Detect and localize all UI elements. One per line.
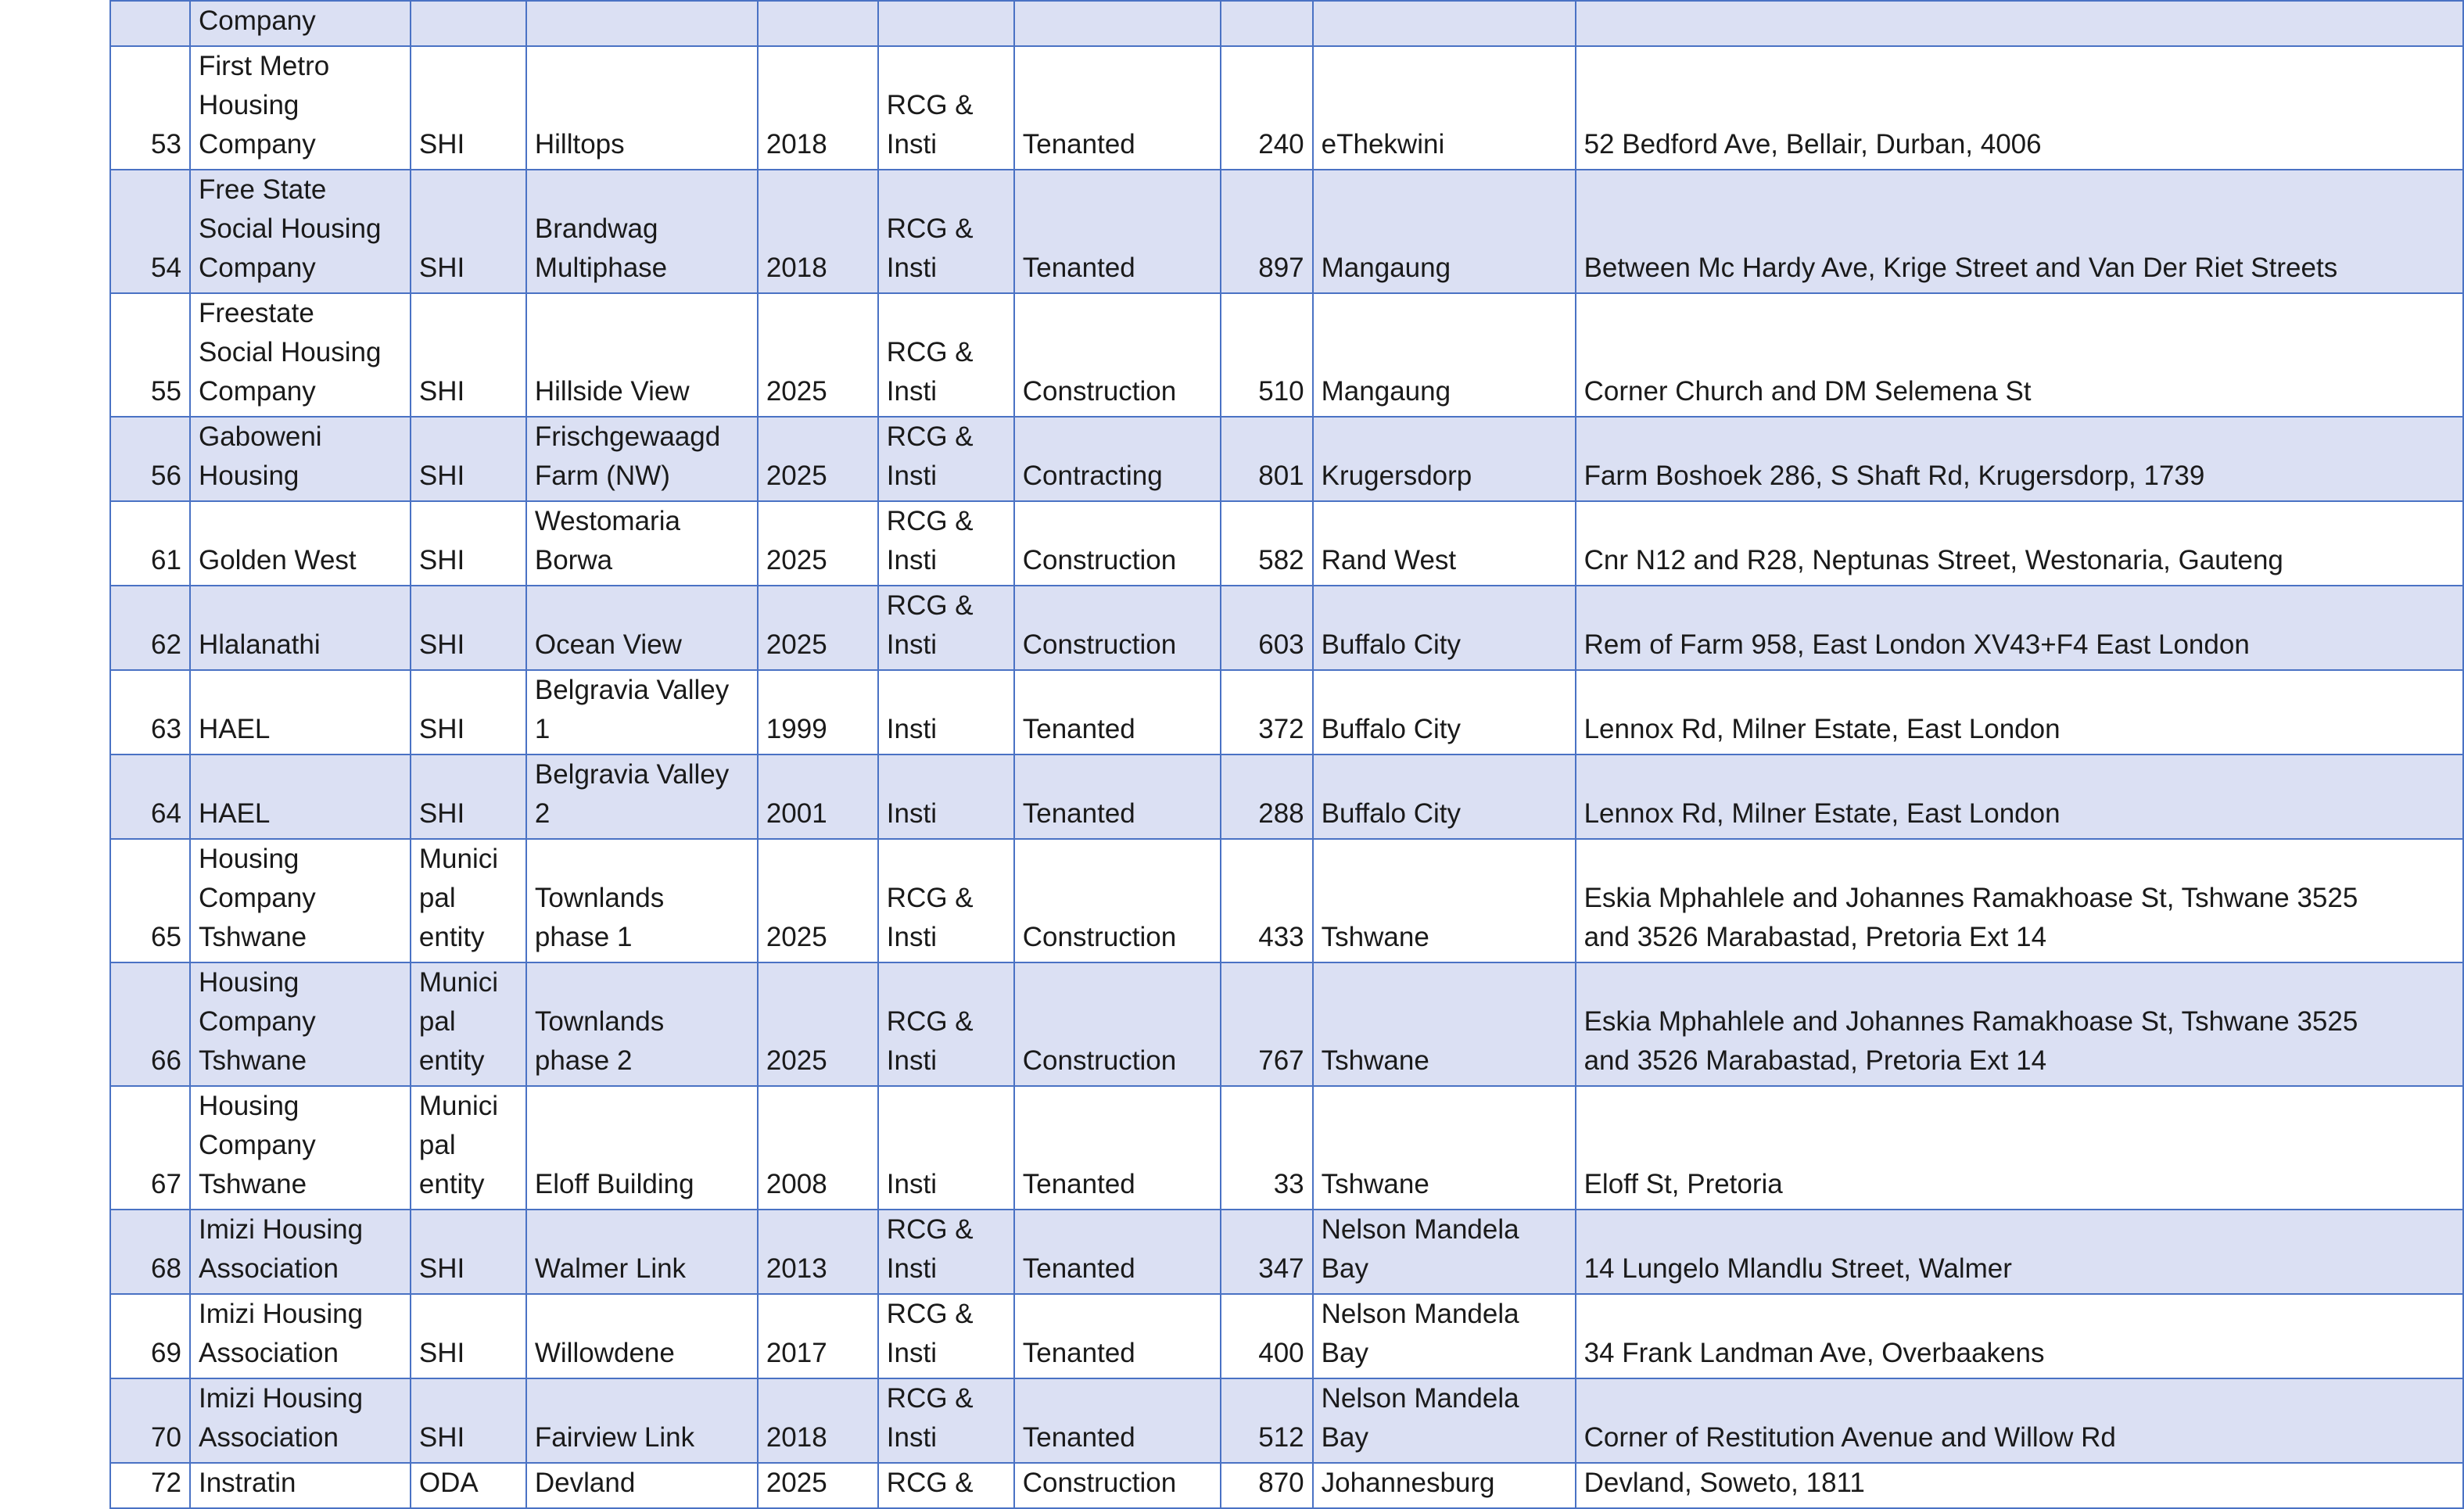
address-cell: 34 Frank Landman Ave, Overbaakens	[1576, 1294, 2463, 1378]
row-number-cell: 56	[110, 417, 190, 501]
row-number-cell: 68	[110, 1210, 190, 1294]
project-name-cell: Eloff Building	[526, 1086, 758, 1210]
municipality-cell: Krugersdorp	[1313, 417, 1576, 501]
address-cell: Eskia Mphahlele and Johannes Ramakhoase St, Tshwane 3525 and 3526 Marabastad, Pretoria Ext 14	[1576, 839, 2463, 962]
organisation-cell: First Metro Housing Company	[190, 46, 411, 170]
funding-cell: Insti	[878, 754, 1014, 839]
municipality-cell: eThekwini	[1313, 46, 1576, 170]
units-cell: 767	[1221, 962, 1313, 1086]
year-cell: 2025	[758, 962, 878, 1086]
year-cell: 2001	[758, 754, 878, 839]
project-name-cell	[526, 1, 758, 46]
project-name-cell: Townlands phase 1	[526, 839, 758, 962]
funding-cell: RCG & Insti	[878, 1210, 1014, 1294]
project-name-cell: Hilltops	[526, 46, 758, 170]
row-number-cell: 72	[110, 1463, 190, 1508]
status-cell: Contracting	[1014, 417, 1221, 501]
funding-cell: RCG & Insti	[878, 293, 1014, 417]
project-name-cell: Hillside View	[526, 293, 758, 417]
row-number-cell: 67	[110, 1086, 190, 1210]
year-cell: 2017	[758, 1294, 878, 1378]
table-row	[110, 1, 2463, 46]
funding-cell: RCG & Insti	[878, 586, 1014, 670]
entity-type-cell: SHI	[411, 670, 526, 754]
units-cell: 870	[1221, 1463, 1313, 1508]
funding-cell: RCG & Insti	[878, 417, 1014, 501]
status-cell: Construction	[1014, 1463, 1221, 1508]
table-body	[110, 1, 2463, 1508]
table-row	[110, 754, 2463, 839]
year-cell	[758, 1, 878, 46]
table-row	[110, 670, 2463, 754]
organisation-cell: Housing Company Tshwane	[190, 1086, 411, 1210]
project-name-cell: Belgravia Valley 1	[526, 670, 758, 754]
row-number-cell: 53	[110, 46, 190, 170]
units-cell: 510	[1221, 293, 1313, 417]
municipality-cell: Tshwane	[1313, 839, 1576, 962]
address-cell: Between Mc Hardy Ave, Krige Street and Van Der Riet Streets	[1576, 170, 2463, 293]
organisation-cell: Free State Social Housing Company	[190, 170, 411, 293]
table-row	[110, 962, 2463, 1086]
table-row	[110, 293, 2463, 417]
project-name-cell: Willowdene	[526, 1294, 758, 1378]
row-number-cell: 63	[110, 670, 190, 754]
project-name-cell: Belgravia Valley 2	[526, 754, 758, 839]
organisation-cell: Company	[190, 1, 411, 46]
municipality-cell: Buffalo City	[1313, 754, 1576, 839]
municipality-cell: Nelson Mandela Bay	[1313, 1210, 1576, 1294]
funding-cell: RCG & Insti	[878, 1378, 1014, 1463]
table-row	[110, 1294, 2463, 1378]
table-row	[110, 46, 2463, 170]
address-cell: 52 Bedford Ave, Bellair, Durban, 4006	[1576, 46, 2463, 170]
entity-type-cell: SHI	[411, 46, 526, 170]
table-row	[110, 1086, 2463, 1210]
year-cell: 2013	[758, 1210, 878, 1294]
table-row	[110, 1210, 2463, 1294]
project-name-cell: Fairview Link	[526, 1378, 758, 1463]
project-name-cell: Frischgewaagd Farm (NW)	[526, 417, 758, 501]
status-cell: Tenanted	[1014, 170, 1221, 293]
units-cell: 288	[1221, 754, 1313, 839]
project-name-cell: Ocean View	[526, 586, 758, 670]
units-cell: 512	[1221, 1378, 1313, 1463]
organisation-cell: Housing Company Tshwane	[190, 839, 411, 962]
units-cell: 33	[1221, 1086, 1313, 1210]
address-cell: Rem of Farm 958, East London XV43+F4 East London	[1576, 586, 2463, 670]
entity-type-cell: SHI	[411, 417, 526, 501]
units-cell: 603	[1221, 586, 1313, 670]
row-number-cell: 54	[110, 170, 190, 293]
row-number-cell: 69	[110, 1294, 190, 1378]
entity-type-cell: Munici pal entity	[411, 962, 526, 1086]
entity-type-cell: SHI	[411, 1210, 526, 1294]
entity-type-cell: Munici pal entity	[411, 839, 526, 962]
organisation-cell: Housing Company Tshwane	[190, 962, 411, 1086]
address-cell: Eloff St, Pretoria	[1576, 1086, 2463, 1210]
table-row	[110, 501, 2463, 586]
row-number-cell: 62	[110, 586, 190, 670]
table-row	[110, 170, 2463, 293]
status-cell: Construction	[1014, 293, 1221, 417]
municipality-cell: Buffalo City	[1313, 586, 1576, 670]
address-cell: Cnr N12 and R28, Neptunas Street, Westonaria, Gauteng	[1576, 501, 2463, 586]
status-cell	[1014, 1, 1221, 46]
row-number-cell: 61	[110, 501, 190, 586]
organisation-cell: Gaboweni Housing	[190, 417, 411, 501]
municipality-cell: Mangaung	[1313, 293, 1576, 417]
units-cell: 897	[1221, 170, 1313, 293]
organisation-cell: Imizi Housing Association	[190, 1294, 411, 1378]
year-cell: 2025	[758, 1463, 878, 1508]
row-number-cell: 55	[110, 293, 190, 417]
funding-cell: RCG & Insti	[878, 170, 1014, 293]
year-cell: 2018	[758, 46, 878, 170]
units-cell: 347	[1221, 1210, 1313, 1294]
status-cell: Tenanted	[1014, 1086, 1221, 1210]
entity-type-cell: Munici pal entity	[411, 1086, 526, 1210]
municipality-cell: Buffalo City	[1313, 670, 1576, 754]
address-cell: Corner of Restitution Avenue and Willow Rd	[1576, 1378, 2463, 1463]
entity-type-cell: SHI	[411, 170, 526, 293]
units-cell: 372	[1221, 670, 1313, 754]
table-row	[110, 1463, 2463, 1508]
funding-cell: RCG & Insti	[878, 962, 1014, 1086]
municipality-cell: Rand West	[1313, 501, 1576, 586]
status-cell: Tenanted	[1014, 1294, 1221, 1378]
table-row	[110, 417, 2463, 501]
year-cell: 2025	[758, 839, 878, 962]
funding-cell	[878, 1, 1014, 46]
municipality-cell: Nelson Mandela Bay	[1313, 1294, 1576, 1378]
table-row	[110, 839, 2463, 962]
project-name-cell: Walmer Link	[526, 1210, 758, 1294]
status-cell: Construction	[1014, 501, 1221, 586]
units-cell: 400	[1221, 1294, 1313, 1378]
year-cell: 1999	[758, 670, 878, 754]
status-cell: Construction	[1014, 839, 1221, 962]
status-cell: Construction	[1014, 586, 1221, 670]
municipality-cell: Nelson Mandela Bay	[1313, 1378, 1576, 1463]
entity-type-cell: SHI	[411, 1294, 526, 1378]
year-cell: 2025	[758, 417, 878, 501]
row-number-cell: 66	[110, 962, 190, 1086]
address-cell: Lennox Rd, Milner Estate, East London	[1576, 754, 2463, 839]
organisation-cell: Imizi Housing Association	[190, 1210, 411, 1294]
row-number-cell: 70	[110, 1378, 190, 1463]
units-cell	[1221, 1, 1313, 46]
status-cell: Tenanted	[1014, 46, 1221, 170]
entity-type-cell: ODA	[411, 1463, 526, 1508]
row-number-cell: 64	[110, 754, 190, 839]
entity-type-cell: SHI	[411, 586, 526, 670]
municipality-cell: Tshwane	[1313, 962, 1576, 1086]
entity-type-cell: SHI	[411, 293, 526, 417]
organisation-cell: Imizi Housing Association	[190, 1378, 411, 1463]
organisation-cell: HAEL	[190, 754, 411, 839]
row-number-cell	[110, 1, 190, 46]
funding-cell: RCG & Insti	[878, 46, 1014, 170]
municipality-cell: Tshwane	[1313, 1086, 1576, 1210]
funding-cell: Insti	[878, 1086, 1014, 1210]
address-cell: 14 Lungelo Mlandlu Street, Walmer	[1576, 1210, 2463, 1294]
year-cell: 2025	[758, 501, 878, 586]
row-number-cell: 65	[110, 839, 190, 962]
funding-cell: Insti	[878, 670, 1014, 754]
project-name-cell: Westomaria Borwa	[526, 501, 758, 586]
municipality-cell	[1313, 1, 1576, 46]
status-cell: Tenanted	[1014, 754, 1221, 839]
status-cell: Tenanted	[1014, 670, 1221, 754]
funding-cell: RCG &	[878, 1463, 1014, 1508]
organisation-cell: Freestate Social Housing Company	[190, 293, 411, 417]
organisation-cell: HAEL	[190, 670, 411, 754]
table-row	[110, 586, 2463, 670]
entity-type-cell: SHI	[411, 754, 526, 839]
funding-cell: RCG & Insti	[878, 1294, 1014, 1378]
organisation-cell: Golden West	[190, 501, 411, 586]
status-cell: Tenanted	[1014, 1378, 1221, 1463]
project-name-cell: Brandwag Multiphase	[526, 170, 758, 293]
address-cell: Eskia Mphahlele and Johannes Ramakhoase St, Tshwane 3525 and 3526 Marabastad, Pretoria Ext 14	[1576, 962, 2463, 1086]
year-cell: 2018	[758, 170, 878, 293]
municipality-cell: Johannesburg	[1313, 1463, 1576, 1508]
organisation-cell: Hlalanathi	[190, 586, 411, 670]
units-cell: 801	[1221, 417, 1313, 501]
entity-type-cell	[411, 1, 526, 46]
address-cell: Devland, Soweto, 1811	[1576, 1463, 2463, 1508]
funding-cell: RCG & Insti	[878, 839, 1014, 962]
units-cell: 582	[1221, 501, 1313, 586]
organisation-cell: Instratin	[190, 1463, 411, 1508]
entity-type-cell: SHI	[411, 1378, 526, 1463]
funding-cell: RCG & Insti	[878, 501, 1014, 586]
address-cell: Lennox Rd, Milner Estate, East London	[1576, 670, 2463, 754]
project-name-cell: Devland	[526, 1463, 758, 1508]
year-cell: 2018	[758, 1378, 878, 1463]
year-cell: 2025	[758, 293, 878, 417]
units-cell: 433	[1221, 839, 1313, 962]
project-name-cell: Townlands phase 2	[526, 962, 758, 1086]
units-cell: 240	[1221, 46, 1313, 170]
year-cell: 2008	[758, 1086, 878, 1210]
address-cell: Corner Church and DM Selemena St	[1576, 293, 2463, 417]
table-row	[110, 1378, 2463, 1463]
entity-type-cell: SHI	[411, 501, 526, 586]
address-cell: Farm Boshoek 286, S Shaft Rd, Krugersdorp, 1739	[1576, 417, 2463, 501]
status-cell: Tenanted	[1014, 1210, 1221, 1294]
status-cell: Construction	[1014, 962, 1221, 1086]
year-cell: 2025	[758, 586, 878, 670]
housing-projects-table	[109, 0, 2464, 1509]
address-cell	[1576, 1, 2463, 46]
municipality-cell: Mangaung	[1313, 170, 1576, 293]
